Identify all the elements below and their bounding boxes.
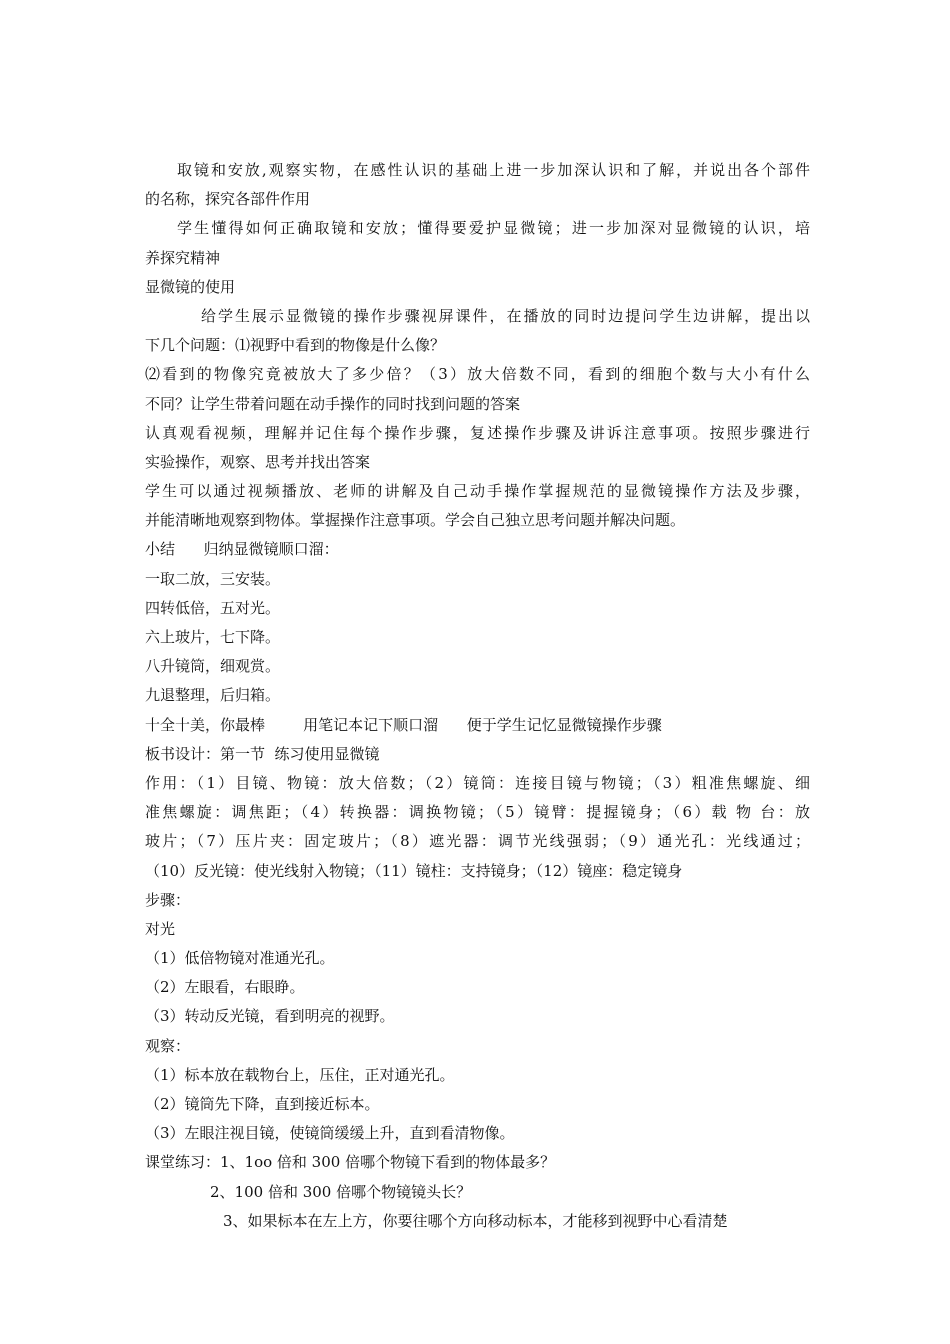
paragraph <box>145 1178 810 1207</box>
text-line: （2）镜筒先下降，直到接近标本。 <box>145 1095 380 1113</box>
paragraph <box>145 652 810 681</box>
text-line: 步骤： <box>145 890 191 909</box>
paragraph <box>145 944 810 973</box>
paragraph <box>145 565 810 594</box>
text-line: ⑵看到的物像究竟被放大了多少倍？（3）放大倍数不同，看到的细胞个数与大小有什么 <box>145 365 810 384</box>
text-line: 2、100 倍和 300 倍哪个物镜镜头长？ <box>210 1182 472 1201</box>
text-line: 学生懂得如何正确取镜和安放；懂得要爱护显微镜；进一步加深对显微镜的认识，培 <box>177 219 810 238</box>
text-line: 下几个问题：⑴视野中看到的物像是什么像？ <box>145 336 446 355</box>
text-line: （3）左眼注视目镜，使镜筒缓缓上升，直到看清物像。 <box>145 1124 515 1143</box>
text-line: （10）反光镜：使光线射入物镜；（11）镜柱：支持镜身；（12）镜座：稳定镜身 <box>145 861 683 880</box>
paragraph <box>145 214 810 272</box>
paragraph <box>145 711 810 740</box>
text-line: 小结 归纳显微镜顺口溜： <box>145 540 339 559</box>
paragraph <box>145 681 810 710</box>
text-line: 取镜和安放,观察实物，在感性认识的基础上进一步加深认识和了解，并说出各个部件 <box>177 161 810 179</box>
paragraph <box>145 973 810 1002</box>
text-line: 九退整理，后归箱。 <box>145 686 281 705</box>
text-line: 作用：（1）目镜、物镜：放大倍数；（2）镜筒：连接目镜与物镜；（3）粗准焦螺旋、细 <box>145 773 810 792</box>
paragraph <box>145 1061 810 1090</box>
text-line: 观察： <box>145 1036 191 1055</box>
text-line: 一取二放，三安装。 <box>145 569 281 588</box>
paragraph <box>145 1090 810 1119</box>
text-line: 并能清晰地观察到物体。掌握操作注意事项。学会自己独立思考问题并解决问题。 <box>145 511 686 530</box>
paragraph <box>145 769 810 886</box>
paragraph <box>145 273 810 302</box>
text-line: 认真观看视频，理解并记住每个操作步骤，复述操作步骤及讲诉注意事项。按照步骤进行 <box>145 423 810 442</box>
paragraph <box>145 886 810 915</box>
text-line: 学生可以通过视频播放、老师的讲解及自己动手操作掌握规范的显微镜操作方法及步骤， <box>145 482 810 501</box>
paragraph <box>145 360 810 418</box>
paragraph <box>145 623 810 652</box>
document-body <box>145 156 810 1236</box>
text-line: 的名称，探究各部件作用 <box>145 190 311 209</box>
text-line: 八升镜筒，细观赏。 <box>145 657 281 676</box>
text-line: 课堂练习：1、1oo 倍和 300 倍哪个物镜下看到的物体最多？ <box>145 1153 556 1172</box>
text-line: 不同？让学生带着问题在动手操作的同时找到问题的答案 <box>145 394 521 413</box>
text-line: （1）低倍物镜对准通光孔。 <box>145 949 335 968</box>
text-line: 十全十美，你最棒 用笔记本记下顺口溜 便于学生记忆显微镜操作步骤 <box>145 715 662 734</box>
text-line: （1）标本放在载物台上，压住，正对通光孔。 <box>145 1065 455 1084</box>
paragraph <box>145 535 810 564</box>
paragraph <box>145 594 810 623</box>
text-line: 实验操作，观察、思考并找出答案 <box>145 452 371 471</box>
text-line: 给学生展示显微镜的操作步骤视屏课件，在播放的同时边提问学生边讲解，提出以 <box>201 306 810 325</box>
paragraph <box>145 740 810 769</box>
paragraph <box>145 419 810 477</box>
text-line: 养探究精神 <box>145 248 221 267</box>
paragraph <box>145 1148 810 1177</box>
text-line: 准焦螺旋：调焦距；（4）转换器：调换物镜；（5）镜臂：提握镜身；（6）载 物 台：放 <box>145 803 810 822</box>
text-line: 3、如果标本在左上方，你要往哪个方向移动标本，才能移到视野中心看清楚 <box>223 1211 728 1230</box>
text-line: 显微镜的使用 <box>145 277 236 296</box>
paragraph <box>145 477 810 535</box>
paragraph <box>145 156 810 214</box>
text-line: 四转低倍，五对光。 <box>145 598 281 617</box>
paragraph <box>145 1207 810 1236</box>
paragraph <box>145 1002 810 1031</box>
text-line: 玻片；（7）压片夹：固定玻片；（8）遮光器：调节光线强弱；（9）通光孔：光线通过； <box>145 832 810 851</box>
text-line: 对光 <box>145 919 176 938</box>
paragraph <box>145 1032 810 1061</box>
paragraph <box>145 302 810 360</box>
text-line: （2）左眼看，右眼睁。 <box>145 978 305 997</box>
paragraph <box>145 1119 810 1148</box>
text-line: （3）转动反光镜，看到明亮的视野。 <box>145 1007 395 1026</box>
text-line: 板书设计：第一节 练习使用显微镜 <box>145 744 380 763</box>
text-line: 六上玻片，七下降。 <box>145 628 281 646</box>
paragraph <box>145 915 810 944</box>
